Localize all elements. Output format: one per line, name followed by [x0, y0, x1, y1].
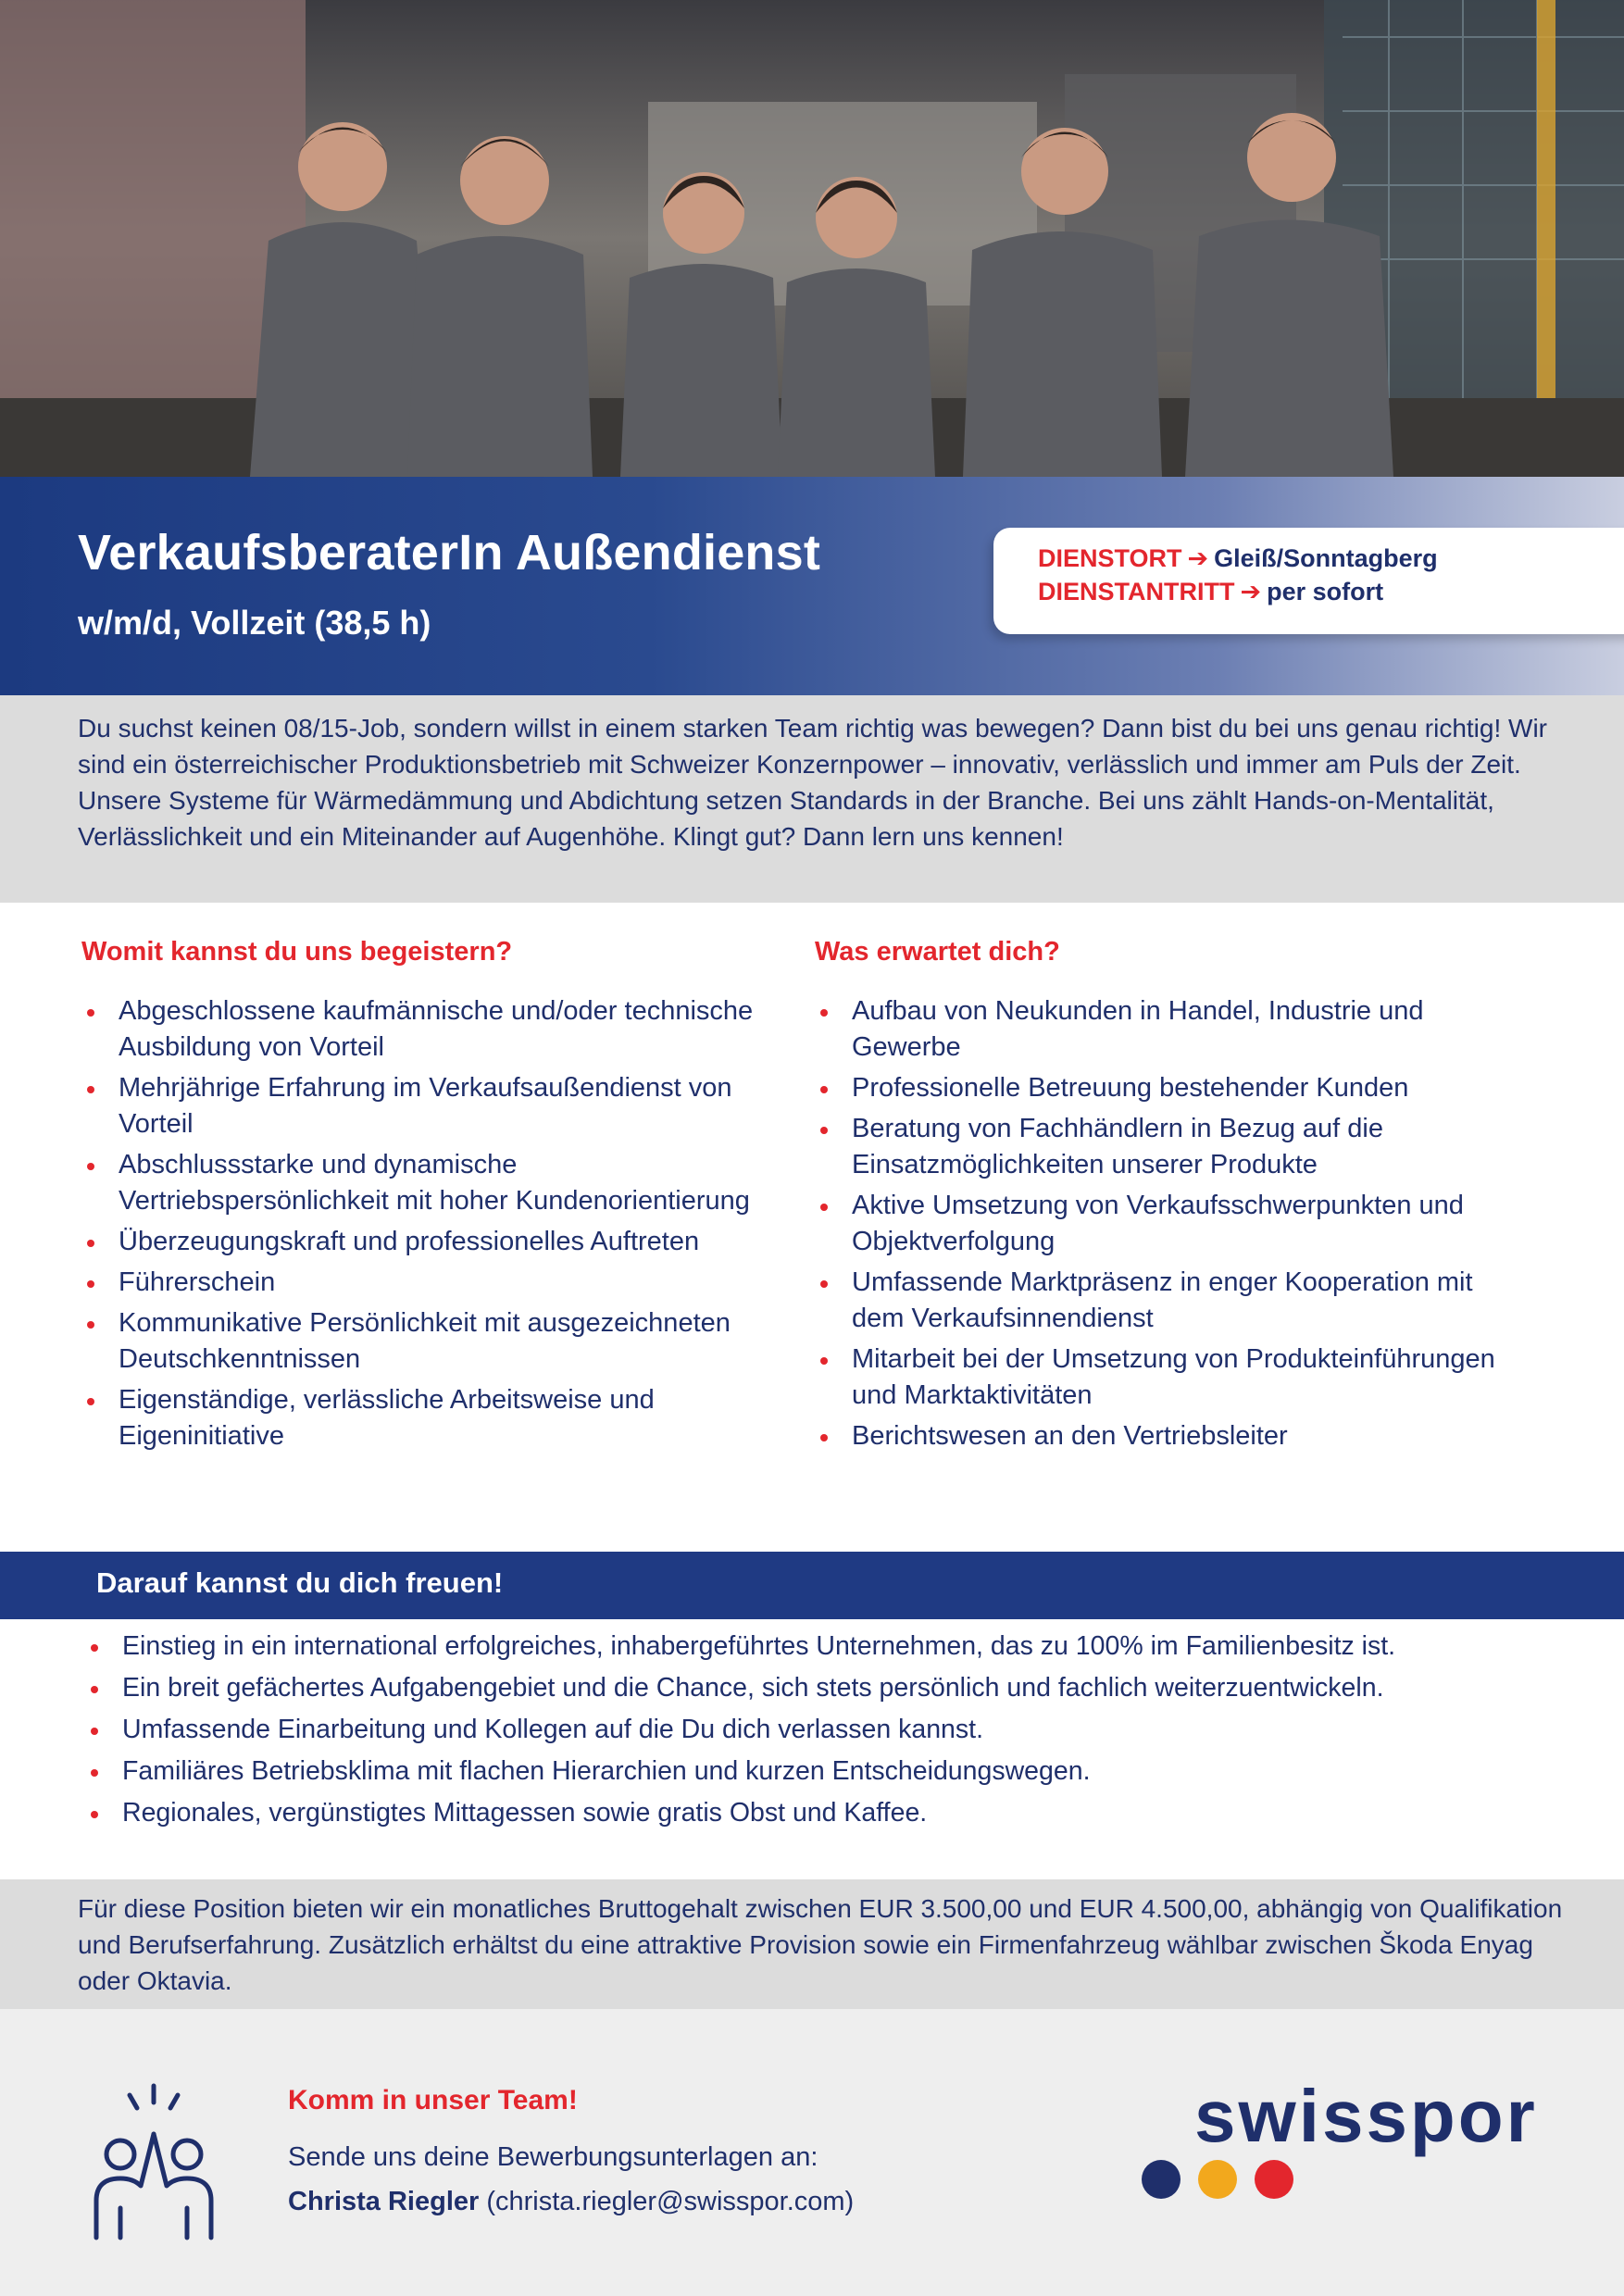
list-item: Mitarbeit bei der Umsetzung von Produkteinführungen und Marktaktivitäten: [815, 1341, 1518, 1414]
info-location: [1038, 544, 1438, 573]
info-location-value: Gleiß/Sonntagberg: [1214, 544, 1438, 572]
intro-text: Du suchst keinen 08/15-Job, sondern willst in einem starken Team richtig was bewegen? Dann bist du bei uns genau richtig! Wir sind ein österreichischer Produktionsbetrieb mit Schweizer Konzernpower – innovativ, verlässlich und immer am Puls der Zeit. Unsere Systeme für Wärmedämmung und Abdichtung setzen Standards in der Branche. Bei uns zählt Hands-on-Mentalität, Verlässlichkeit und ein Miteinander auf Augenhöhe. Klingt gut? Dann lern uns kennen!: [78, 714, 1547, 851]
info-location-label: DIENSTORT: [1038, 544, 1182, 572]
benefits-heading: Darauf kannst du dich freuen!: [96, 1566, 504, 1599]
cta-heading: Komm in unser Team!: [288, 2085, 578, 2115]
logo-dot-red: [1255, 2160, 1293, 2199]
logo-dot-yellow: [1198, 2160, 1237, 2199]
info-start: [1038, 578, 1383, 606]
list-item: Familiäres Betriebsklima mit flachen Hierarchien und kurzen Entscheidungswegen.: [85, 1753, 1613, 1790]
arrow-right-icon: ➔: [1240, 578, 1262, 605]
list-item: Ein breit gefächertes Aufgabengebiet und die Chance, sich stets persönlich und fachlich weiterzuentwickeln.: [85, 1670, 1613, 1706]
team-high-five-icon: [74, 2078, 241, 2245]
job-subtitle: w/m/d, Vollzeit (38,5 h): [78, 604, 431, 642]
info-start-label: DIENSTANTRITT: [1038, 578, 1235, 605]
contact-name: Christa Riegler: [288, 2187, 480, 2216]
list-item: Professionelle Betreuung bestehender Kunden: [815, 1070, 1518, 1106]
contact-line: [288, 2187, 854, 2217]
list-item: Überzeugungskraft und professionelles Auftreten: [81, 1224, 785, 1260]
job-title: VerkaufsberaterIn Außendienst: [78, 525, 821, 580]
salary-text: Für diese Position bieten wir ein monatliches Bruttogehalt zwischen EUR 3.500,00 und EUR 4.500,00, abhängig von Qualifikation und Berufserfahrung. Zusätzlich erhältst du eine attraktive Provision sowie ein Firmenfahrzeug wählbar zwischen Škoda Enyag oder Oktavia.: [78, 1894, 1563, 1995]
list-item: Regionales, vergünstigtes Mittagessen sowie gratis Obst und Kaffee.: [85, 1795, 1613, 1831]
list-item: Berichtswesen an den Vertriebsleiter: [815, 1418, 1518, 1454]
list-item: Kommunikative Persönlichkeit mit ausgezeichneten Deutschkenntnissen: [81, 1305, 785, 1378]
list-item: Einstieg in ein international erfolgreiches, inhabergeführtes Unternehmen, das zu 100% im Familienbesitz ist.: [85, 1628, 1613, 1665]
tasks-list: [815, 993, 1518, 1459]
list-item: Mehrjährige Erfahrung im Verkaufsaußendienst von Vorteil: [81, 1070, 785, 1142]
list-item: Aufbau von Neukunden in Handel, Industrie und Gewerbe: [815, 993, 1518, 1066]
team-photo-illustration: [0, 0, 1624, 477]
contact-email-link[interactable]: (christa.riegler@swisspor.com): [486, 2187, 855, 2216]
list-item: Umfassende Einarbeitung und Kollegen auf die Du dich verlassen kannst.: [85, 1712, 1613, 1748]
list-item: Aktive Umsetzung von Verkaufsschwerpunkten und Objektverfolgung: [815, 1188, 1518, 1260]
list-item: Eigenständige, verlässliche Arbeitsweise und Eigeninitiative: [81, 1382, 785, 1454]
list-item: Führerschein: [81, 1265, 785, 1301]
list-item: Abgeschlossene kaufmännische und/oder technische Ausbildung von Vorteil: [81, 993, 785, 1066]
requirements-list: [81, 993, 785, 1459]
arrow-right-icon: ➔: [1187, 544, 1209, 572]
benefits-list: [85, 1628, 1613, 1837]
list-item: Beratung von Fachhändlern in Bezug auf die Einsatzmöglichkeiten unserer Produkte: [815, 1111, 1518, 1183]
hero-photo: [0, 0, 1624, 477]
info-start-value: per sofort: [1267, 578, 1384, 605]
logo-dot-blue: [1142, 2160, 1181, 2199]
tasks-heading: Was erwartet dich?: [815, 937, 1060, 967]
list-item: Umfassende Marktpräsenz in enger Kooperation mit dem Verkaufsinnendienst: [815, 1265, 1518, 1337]
swisspor-logo-text: swisspor: [1194, 2075, 1538, 2157]
list-item: Abschlussstarke und dynamische Vertriebspersönlichkeit mit hoher Kundenorientierung: [81, 1147, 785, 1219]
requirements-heading: Womit kannst du uns begeistern?: [81, 937, 513, 967]
cta-text: Sende uns deine Bewerbungsunterlagen an:: [288, 2142, 818, 2172]
